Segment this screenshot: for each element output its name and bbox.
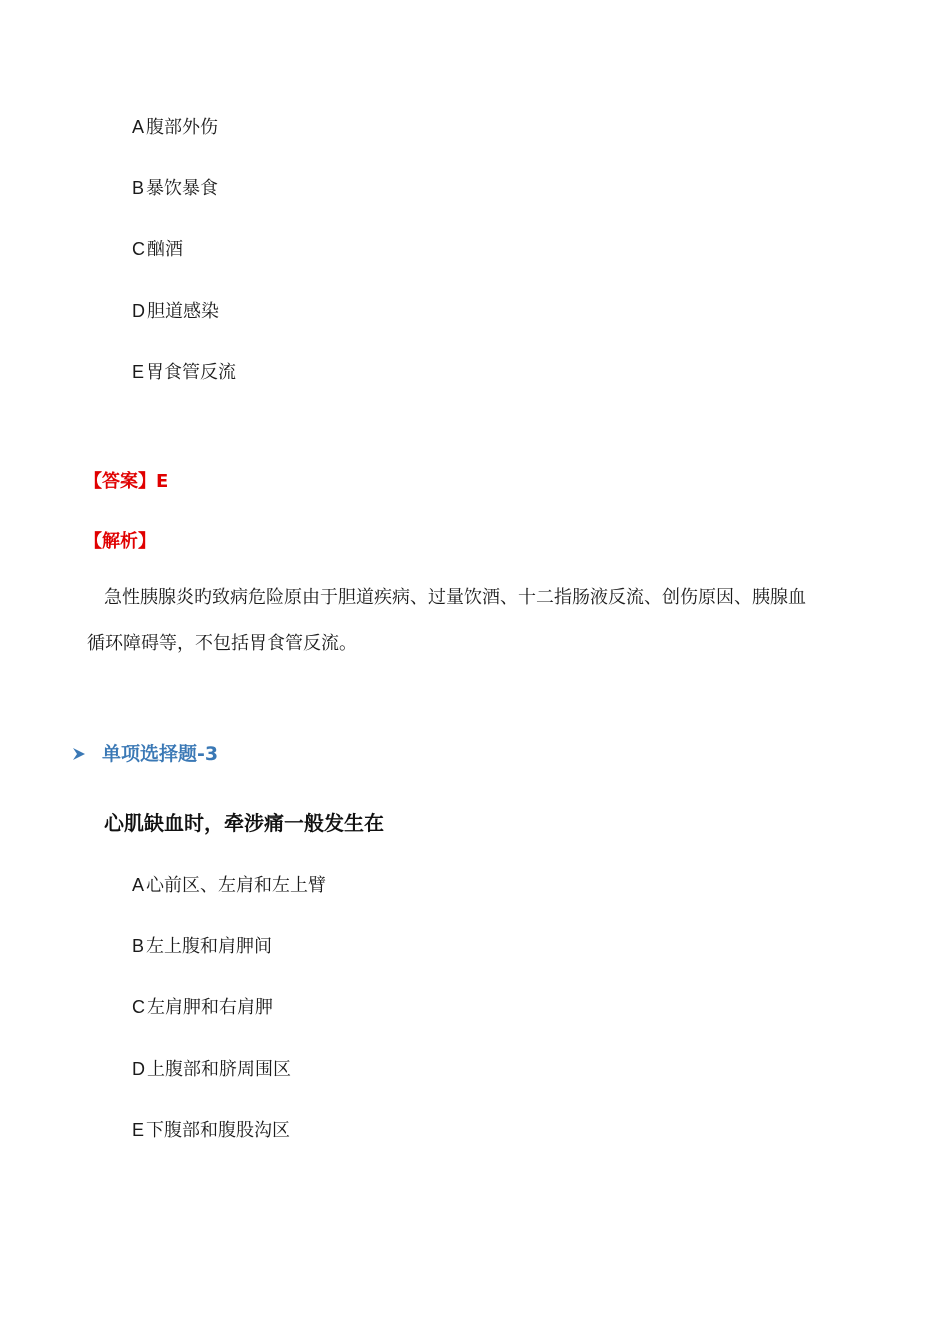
option-text: 下腹部和腹股沟区 [146, 1120, 291, 1141]
option-letter: A [132, 117, 145, 137]
option-letter: A [132, 875, 145, 895]
option-text: 左上腹和肩胛间 [146, 936, 273, 957]
answer-label: 【答案】E [84, 471, 169, 492]
q3-option-c [132, 995, 273, 1020]
q3-option-b [132, 934, 272, 959]
option-text: 心前区、左肩和左上臂 [146, 875, 327, 896]
option-text: 胃食管反流 [146, 362, 237, 383]
q2-option-b [132, 176, 218, 201]
option-letter: E [132, 362, 145, 382]
q3-option-d [132, 1057, 291, 1082]
q2-option-e [132, 360, 236, 385]
section-heading-text: 单项选择题-3 [102, 743, 219, 765]
option-letter: D [132, 1059, 145, 1079]
option-letter: B [132, 936, 145, 956]
option-text: 胆道感染 [147, 301, 219, 322]
option-text: 腹部外伤 [146, 117, 219, 138]
option-letter: C [132, 997, 145, 1017]
option-letter: E [132, 1120, 145, 1140]
analysis-text-line-1: 急性胰腺炎旳致病危险原由于胆道疾病、过量饮酒、十二指肠液反流、创伤原因、胰腺血 [104, 587, 806, 608]
section-heading [72, 741, 218, 767]
analysis-text-line-2: 循环障碍等，不包括胃食管反流。 [87, 633, 357, 654]
arrow-bullet-icon [72, 747, 86, 761]
option-letter: D [132, 301, 145, 321]
q2-option-d [132, 299, 219, 324]
q3-option-e [132, 1118, 290, 1143]
option-letter: C [132, 239, 145, 259]
option-letter: B [132, 178, 145, 198]
option-text: 暴饮暴食 [146, 178, 219, 199]
q2-option-a [132, 115, 218, 140]
option-text: 酗酒 [147, 239, 183, 260]
analysis-label: 【解析】 [84, 531, 156, 552]
option-text: 上腹部和脐周围区 [147, 1059, 291, 1080]
q3-option-a [132, 873, 326, 898]
q2-option-c [132, 237, 183, 262]
question-title: 心肌缺血时，牵涉痛一般发生在 [104, 811, 384, 835]
option-text: 左肩胛和右肩胛 [147, 997, 273, 1018]
